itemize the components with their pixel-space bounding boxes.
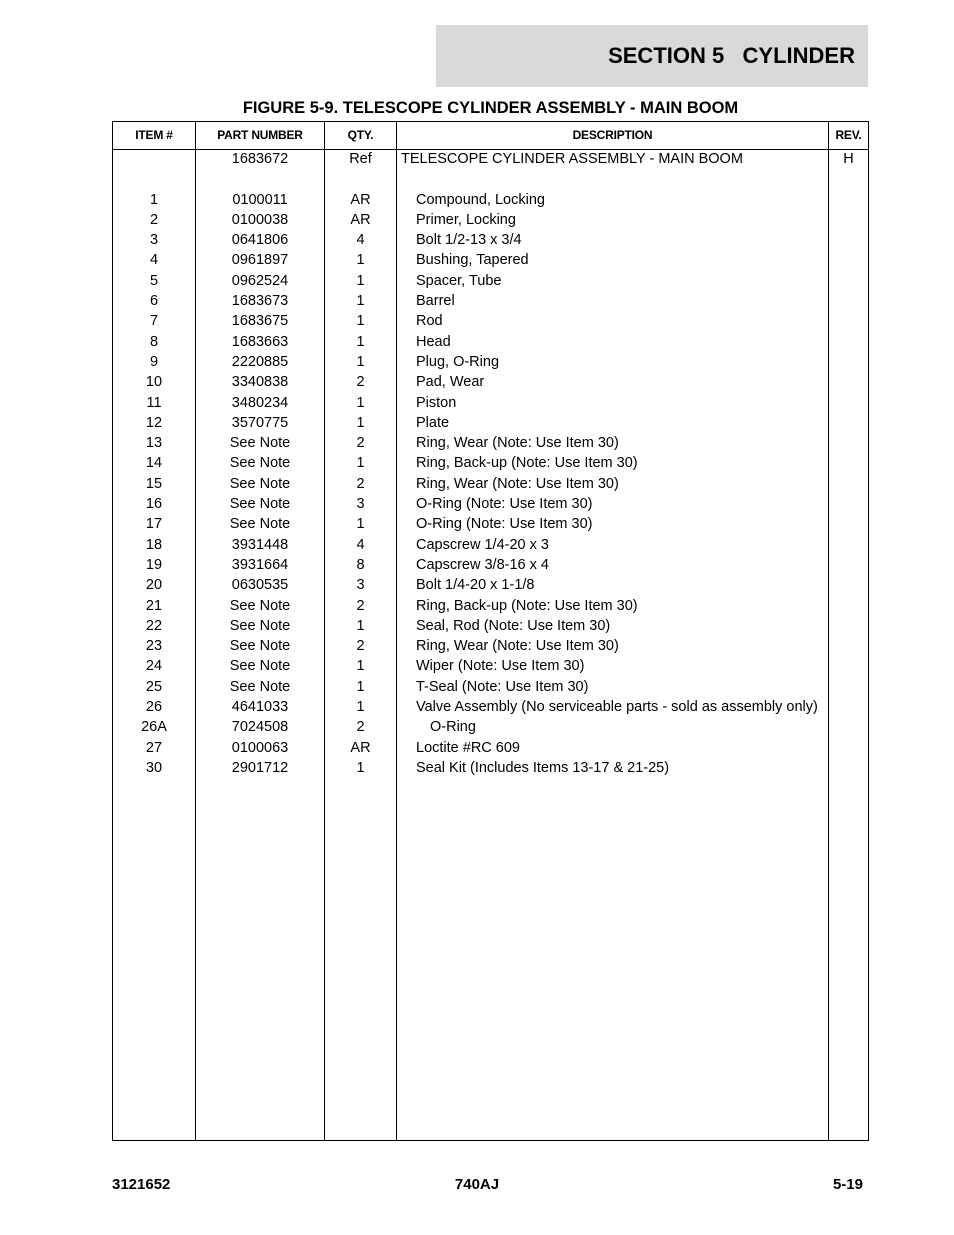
qty-cell: 3 — [356, 496, 365, 512]
qty-cell: AR — [350, 211, 371, 228]
description-cell: Wiper (Note: Use Item 30) — [416, 658, 585, 675]
item-cell: 4 — [149, 252, 159, 269]
header-rev: REV. — [835, 128, 862, 142]
item-cell: 9 — [149, 353, 159, 370]
part-number-cell: 3340838 — [231, 374, 289, 391]
description-cell: Seal, Rod (Note: Use Item 30) — [416, 617, 611, 634]
footer-model: 740AJ — [454, 1176, 500, 1193]
description-cell: Plug, O-Ring — [416, 353, 500, 370]
item-cell: 26 — [145, 699, 163, 715]
figure-title: FIGURE 5-9. TELESCOPE CYLINDER ASSEMBLY - MAIN BOOM — [242, 99, 739, 117]
qty-cell: 1 — [356, 272, 365, 289]
part-number-cell: 1683675 — [231, 313, 289, 330]
table-row — [113, 393, 868, 413]
part-number-cell: See Note — [229, 435, 291, 452]
table-row — [113, 535, 868, 555]
description-cell: Ring, Wear (Note: Use Item 30) — [416, 435, 619, 452]
item-cell: 22 — [145, 617, 163, 634]
table-row — [113, 616, 868, 636]
part-number-cell: 1683672 — [231, 151, 289, 167]
qty-cell: 1 — [356, 678, 365, 695]
description-cell: Pad, Wear — [416, 374, 485, 391]
item-cell: 14 — [145, 455, 163, 472]
table-row — [113, 596, 868, 616]
item-cell: 2 — [149, 211, 159, 228]
qty-cell: 2 — [356, 597, 365, 614]
description-cell: Ring, Back-up (Note: Use Item 30) — [416, 455, 638, 472]
item-cell: 26A — [141, 719, 167, 736]
item-cell: 17 — [145, 516, 163, 533]
part-number-cell: 0630535 — [231, 577, 289, 594]
description-cell: Bolt 1/4-20 x 1-1/8 — [416, 577, 535, 594]
part-number-cell: 0961897 — [231, 252, 289, 269]
table-row — [113, 514, 868, 534]
part-number-cell: 4641033 — [231, 699, 289, 715]
table-row — [113, 291, 868, 311]
qty-cell: 1 — [356, 414, 365, 431]
table-row — [113, 413, 868, 433]
description-cell: T-Seal (Note: Use Item 30) — [416, 678, 589, 695]
item-cell: 1 — [149, 191, 159, 208]
table-row — [113, 210, 868, 230]
description-cell: Spacer, Tube — [416, 272, 502, 289]
table-row — [113, 575, 868, 595]
part-number-cell: See Note — [229, 516, 291, 533]
qty-cell: 8 — [356, 556, 365, 573]
qty-cell: 1 — [356, 455, 365, 472]
qty-cell: 1 — [356, 617, 365, 634]
table-row — [113, 636, 868, 656]
part-number-cell: See Note — [229, 475, 291, 492]
description-cell: TELESCOPE CYLINDER ASSEMBLY - MAIN BOOM — [401, 151, 743, 167]
table-row — [113, 758, 868, 778]
item-cell: 27 — [145, 739, 163, 756]
part-number-cell: See Note — [229, 617, 291, 634]
description-cell: O-Ring (Note: Use Item 30) — [416, 496, 593, 512]
qty-cell: 2 — [356, 374, 365, 391]
item-cell: 25 — [145, 678, 163, 695]
item-cell: 6 — [149, 293, 159, 309]
qty-cell: 1 — [356, 658, 365, 675]
part-number-cell: 3931448 — [231, 536, 289, 553]
description-cell: Capscrew 3/8-16 x 4 — [416, 556, 549, 573]
part-number-cell: See Note — [229, 455, 291, 472]
description-cell: Loctite #RC 609 — [416, 739, 520, 756]
table-row — [113, 311, 868, 331]
qty-cell: 1 — [356, 293, 365, 309]
qty-cell: 1 — [356, 252, 365, 269]
part-number-cell: 3931664 — [231, 556, 289, 573]
part-number-cell: 0100011 — [232, 191, 288, 208]
table-row — [113, 656, 868, 676]
item-cell: 7 — [149, 313, 159, 330]
description-cell: Head — [416, 333, 451, 350]
parts-table — [112, 121, 869, 1141]
header-item: ITEM # — [135, 128, 173, 142]
table-row — [113, 230, 868, 250]
item-cell: 15 — [145, 475, 163, 492]
item-cell: 13 — [145, 435, 163, 452]
description-cell: O-Ring (Note: Use Item 30) — [416, 516, 593, 533]
table-row — [113, 190, 868, 210]
item-cell: 16 — [145, 496, 163, 512]
qty-cell: 1 — [356, 516, 365, 533]
header-description: DESCRIPTION — [572, 128, 653, 142]
part-number-cell: 1683673 — [231, 293, 289, 309]
description-cell: Bolt 1/2-13 x 3/4 — [416, 232, 522, 249]
item-cell: 3 — [149, 232, 159, 249]
item-cell: 8 — [149, 333, 159, 350]
part-number-cell: See Note — [229, 638, 291, 655]
qty-cell: 3 — [356, 577, 365, 594]
description-cell: Capscrew 1/4-20 x 3 — [416, 536, 549, 553]
part-number-cell: 0100038 — [231, 211, 289, 228]
rev-cell: H — [843, 151, 854, 167]
part-number-cell: 2901712 — [231, 759, 289, 776]
description-cell: Rod — [416, 313, 443, 330]
qty-cell: AR — [350, 191, 371, 208]
part-number-cell: 3480234 — [231, 394, 289, 411]
description-cell: Piston — [416, 394, 457, 411]
qty-cell: 1 — [356, 394, 365, 411]
qty-cell: 2 — [356, 475, 365, 492]
description-cell: Bushing, Tapered — [416, 252, 529, 269]
part-number-cell: 0962524 — [231, 272, 289, 289]
header-qty: QTY. — [347, 128, 374, 142]
part-number-cell: 3570775 — [231, 414, 289, 431]
part-number-cell: 0100063 — [231, 739, 289, 756]
description-cell: Ring, Back-up (Note: Use Item 30) — [416, 597, 638, 614]
table-row — [113, 433, 868, 453]
item-cell: 21 — [145, 597, 163, 614]
table-row — [113, 474, 868, 494]
description-cell: Ring, Wear (Note: Use Item 30) — [416, 638, 619, 655]
table-row — [113, 453, 868, 473]
item-cell: 5 — [149, 272, 159, 289]
table-row — [113, 149, 868, 169]
item-cell: 20 — [145, 577, 163, 594]
item-cell: 30 — [145, 759, 163, 776]
item-cell: 18 — [145, 536, 163, 553]
table-row — [113, 555, 868, 575]
description-cell: Plate — [416, 414, 450, 431]
table-row — [113, 271, 868, 291]
table-row — [113, 372, 868, 392]
item-cell: 23 — [145, 638, 163, 655]
table-row — [113, 738, 868, 758]
item-cell: 10 — [145, 374, 163, 391]
description-cell: Primer, Locking — [416, 211, 516, 228]
qty-cell: 1 — [356, 333, 365, 350]
part-number-cell: 7024508 — [231, 719, 289, 736]
qty-cell: 4 — [356, 536, 365, 553]
table-row — [113, 250, 868, 270]
item-cell: 12 — [145, 414, 163, 431]
table-row — [113, 332, 868, 352]
description-cell: Seal Kit (Includes Items 13-17 & 21-25) — [416, 759, 670, 776]
qty-cell: 1 — [356, 759, 365, 776]
part-number-cell: 1683663 — [231, 333, 289, 350]
qty-cell: Ref — [349, 151, 372, 167]
table-row — [113, 494, 868, 514]
qty-cell: 4 — [356, 232, 365, 249]
qty-cell: AR — [350, 739, 371, 756]
description-cell: Ring, Wear (Note: Use Item 30) — [416, 475, 619, 492]
part-number-cell: 0641806 — [231, 232, 289, 249]
part-number-cell: See Note — [229, 678, 291, 695]
description-cell: Barrel — [416, 293, 455, 309]
table-row — [113, 352, 868, 372]
footer-doc-number: 3121652 — [112, 1176, 171, 1193]
qty-cell: 2 — [356, 638, 365, 655]
qty-cell: 1 — [356, 353, 365, 370]
part-number-cell: See Note — [229, 597, 291, 614]
qty-cell: 2 — [356, 435, 365, 452]
part-number-cell: 2220885 — [231, 353, 289, 370]
description-cell: Compound, Locking — [416, 191, 545, 208]
description-cell: Valve Assembly (No serviceable parts - sold as assembly only) — [416, 699, 818, 715]
section-header — [436, 25, 868, 87]
qty-cell: 1 — [356, 313, 365, 330]
description-cell: O-Ring — [430, 719, 476, 736]
table-row — [113, 717, 868, 737]
qty-cell: 2 — [356, 719, 365, 736]
section-title: SECTION 5 CYLINDER — [608, 43, 855, 68]
footer-page-number: 5-19 — [832, 1176, 863, 1193]
part-number-cell: See Note — [229, 658, 291, 675]
part-number-cell: See Note — [229, 496, 291, 512]
item-cell: 19 — [145, 556, 163, 573]
qty-cell: 1 — [356, 699, 365, 715]
table-row — [113, 697, 868, 717]
item-cell: 24 — [145, 658, 163, 675]
table-row — [113, 677, 868, 697]
header-part-number: PART NUMBER — [217, 128, 303, 142]
item-cell: 11 — [146, 394, 162, 411]
